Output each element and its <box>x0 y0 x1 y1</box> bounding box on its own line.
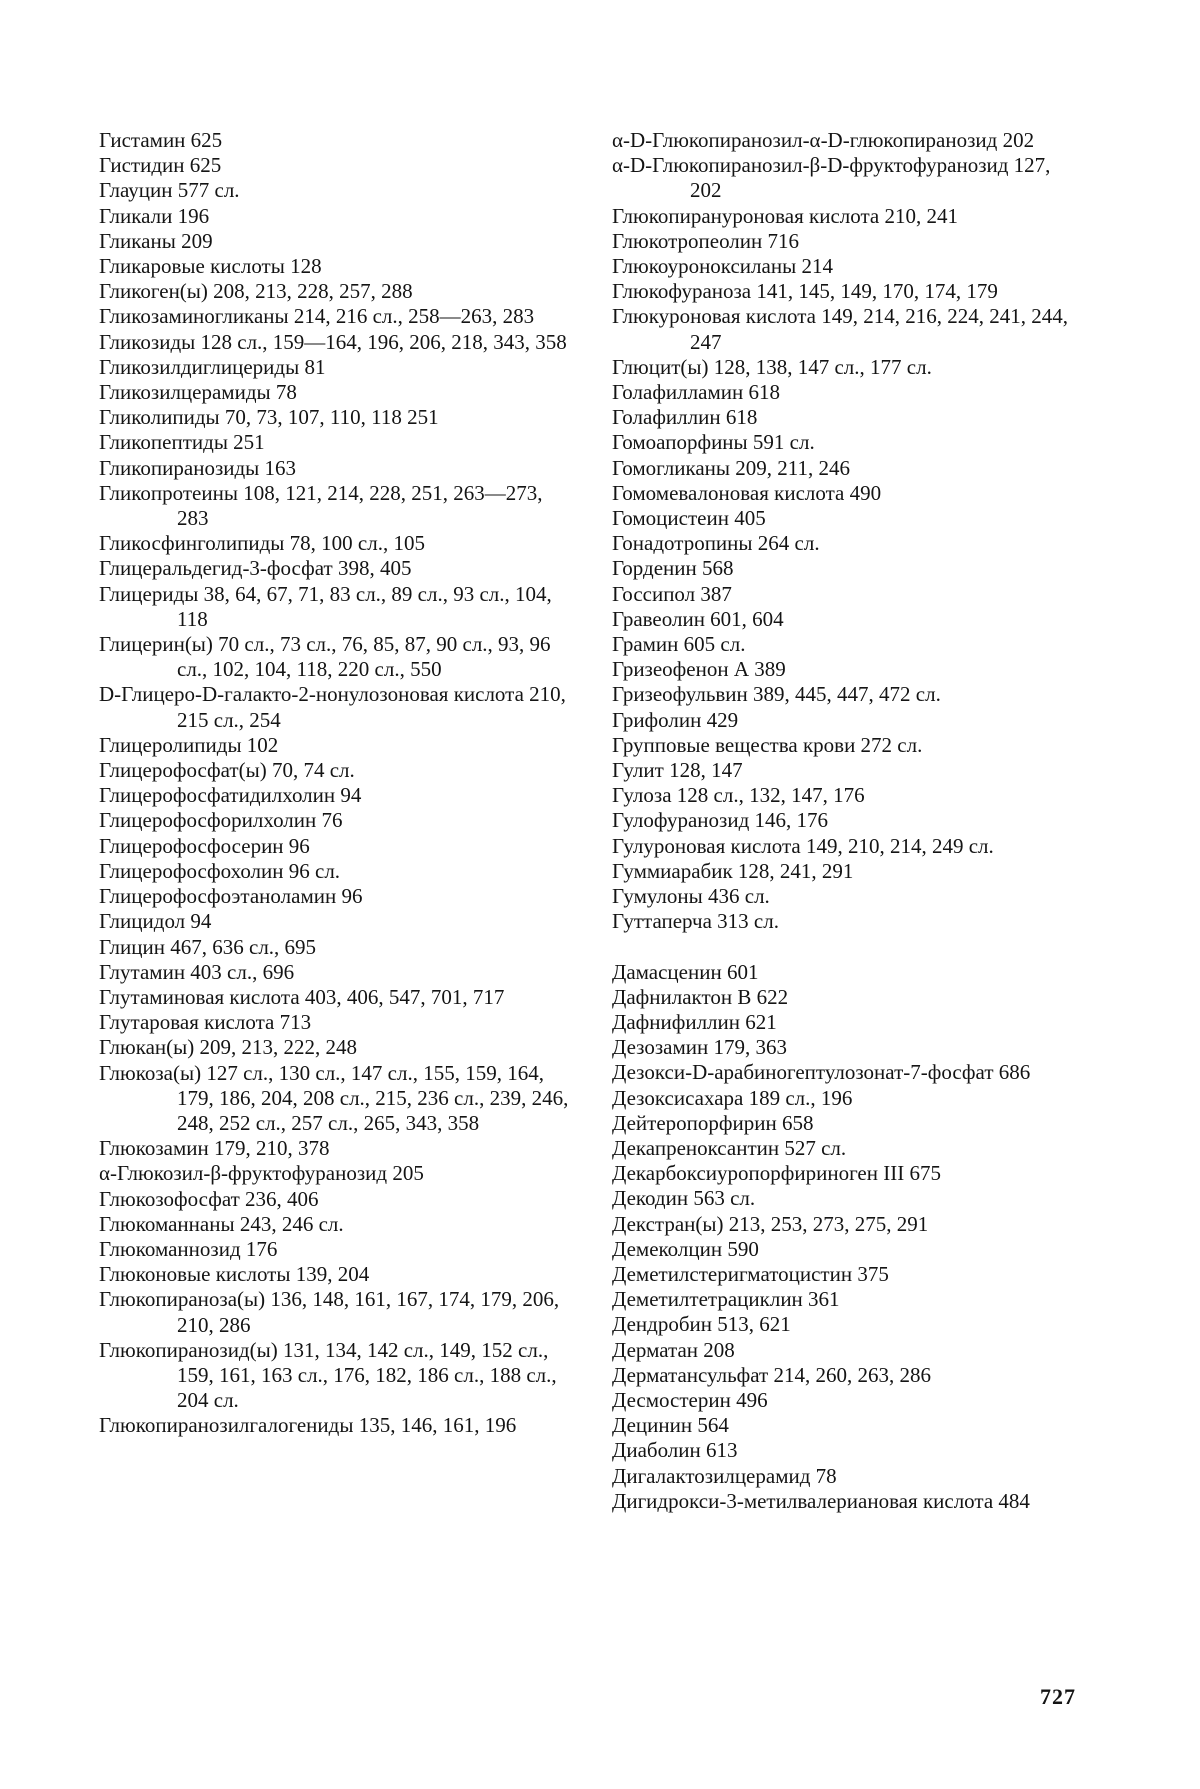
index-entry: Дафнифиллин 621 <box>612 1009 777 1034</box>
index-entry: Гликаровые кислоты 128 <box>99 254 322 279</box>
index-entry: Глюкопиранозид(ы) 131, 134, 142 сл., 149, 152 сл., 159, 161, 163 сл., 176, 182, 186 сл., 188 сл., 204 сл. <box>99 1337 557 1413</box>
index-entry: Дамасценин 601 <box>612 959 759 984</box>
index-entry: Гулуроновая кислота 149, 210, 214, 249 сл. <box>612 833 994 858</box>
index-entry: Глицин 467, 636 сл., 695 <box>99 934 317 959</box>
index-entry: Гомоцистеин 405 <box>612 506 766 531</box>
index-entry: Гуммиарабик 128, 241, 291 <box>612 858 854 883</box>
index-entry: D-Глицеро-D-галакто-2-нонулозоновая кислота 210, 215 сл., 254 <box>99 682 566 732</box>
index-entry: Гликопиранозиды 163 <box>99 455 297 480</box>
index-entry: Глицерофосфоэтаноламин 96 <box>99 884 363 909</box>
index-entry: Горденин 568 <box>612 556 734 581</box>
index-entry: Глицериды 38, 64, 67, 71, 83 сл., 89 сл., 93 сл., 104, 118 <box>99 581 552 631</box>
index-entry: Глюкоза(ы) 127 сл., 130 сл., 147 сл., 155, 159, 164, 179, 186, 204, 208 сл., 215, 236 сл., 239, 246, 248, 252 сл., 257 сл., 265, 343, 358 <box>99 1060 569 1135</box>
index-entry: α-D-Глюкопиранозил-α-D-глюкопиранозид 202 <box>612 128 1035 152</box>
index-entry: Глицерин(ы) 70 сл., 73 сл., 76, 85, 87, 90 сл., 93, 96 сл., 102, 104, 118, 220 сл., 550 <box>99 632 551 682</box>
index-entry: Гликопептиды 251 <box>99 430 265 455</box>
index-entry: Гликали 196 <box>99 203 210 228</box>
index-entry: Декапренoксантин 527 сл. <box>612 1135 847 1160</box>
index-entry: Гликозиды 128 сл., 159—164, 196, 206, 218, 343, 358 <box>99 329 567 354</box>
index-entry: Гонадотропины 264 сл. <box>612 531 820 556</box>
index-entry: Гликолипиды 70, 73, 107, 110, 118 251 <box>99 405 439 430</box>
index-entry: Дейтеропорфирин 658 <box>612 1110 814 1135</box>
right-index-column <box>612 128 1084 1514</box>
index-entry: Глицерофосфосерин 96 <box>99 833 310 858</box>
index-entry: Дезоксисахара 189 сл., 196 <box>612 1085 853 1110</box>
section-gap <box>612 935 1084 960</box>
index-entry: Глицидол 94 <box>99 909 212 934</box>
index-entry: Глицеральдегид-3-фосфат 398, 405 <box>99 556 412 581</box>
index-entry: Дерматан 208 <box>612 1337 735 1362</box>
index-entry: Дафнилактон В 622 <box>612 984 789 1009</box>
index-entry: Дерматансульфат 214, 260, 263, 286 <box>612 1362 931 1387</box>
index-entry: Глицерофосфорилхолин 76 <box>99 808 343 833</box>
index-entry: Глицеролипиды 102 <box>99 732 279 757</box>
index-entry: Гликозаминогликаны 214, 216 сл., 258—263, 283 <box>99 304 535 329</box>
index-entry: Глюкан(ы) 209, 213, 222, 248 <box>99 1035 358 1060</box>
index-entry: Голафилламин 618 <box>612 380 780 405</box>
index-entry: Глюкозофосфат 236, 406 <box>99 1186 319 1211</box>
index-entry: Глицерофосфат(ы) 70, 74 сл. <box>99 758 355 783</box>
index-entry: Глюконовые кислоты 139, 204 <box>99 1262 370 1287</box>
index-entry: Гликаны 209 <box>99 228 213 253</box>
index-entry: Дезозамин 179, 363 <box>612 1035 787 1060</box>
index-entry: Десмостерин 496 <box>612 1387 768 1412</box>
index-entry: Гликозилдиглицериды 81 <box>99 354 326 379</box>
index-entry: α-Глюкозил-β-фруктофуранозид 205 <box>99 1161 424 1186</box>
index-entry: Глутаминовая кислота 403, 406, 547, 701, 717 <box>99 984 505 1009</box>
index-entry: Гризеофенон А 389 <box>612 657 786 682</box>
index-entry: Гулоза 128 сл., 132, 147, 176 <box>612 783 865 808</box>
index-entry: Гумулоны 436 сл. <box>612 884 770 909</box>
index-entry: Гулофуранозид 146, 176 <box>612 808 829 833</box>
index-entry: Гликосфинголипиды 78, 100 сл., 105 <box>99 531 425 556</box>
index-entry: Глюкопиранозилгалогениды 135, 146, 161, 196 <box>99 1413 517 1438</box>
index-entry: α-D-Глюкопиранозил-β-D-фруктофуранозид 127, 202 <box>612 153 1051 203</box>
index-entry: Дигалактозилцерамид 78 <box>612 1463 837 1488</box>
index-entry: Глицерофосфатидилхолин 94 <box>99 783 362 808</box>
index-entry: Глюцит(ы) 128, 138, 147 сл., 177 сл. <box>612 354 932 379</box>
index-entry: Декодин 563 сл. <box>612 1186 756 1211</box>
index-entry: Гомогликаны 209, 211, 246 <box>612 455 850 480</box>
index-entry: Децинин 564 <box>612 1413 729 1438</box>
left-index-column <box>99 128 569 1439</box>
index-entry: Групповые вещества крови 272 сл. <box>612 732 923 757</box>
index-entry: Демеколцин 590 <box>612 1236 759 1261</box>
index-entry: Глюкопирануроновая кислота 210, 241 <box>612 203 958 228</box>
index-entry: Глюкоуроноксиланы 214 <box>612 254 833 279</box>
index-entry: Диаболин 613 <box>612 1438 738 1463</box>
index-entry: Гомоапорфины 591 сл. <box>612 430 815 455</box>
index-entry: Глюкотропеолин 716 <box>612 228 800 253</box>
index-entry: Деметилтетрациклин 361 <box>612 1287 840 1312</box>
index-entry: Дигидрокси-3-метилвалериановая кислота 484 <box>612 1488 1030 1513</box>
index-entry: Госсипол 387 <box>612 581 732 606</box>
index-entry: Глюкоманнаны 243, 246 сл. <box>99 1211 344 1236</box>
index-entry: Глутамин 403 сл., 696 <box>99 959 295 984</box>
index-entry: Декарбоксиуропорфириноген III 675 <box>612 1161 941 1186</box>
index-entry: Глюкофураноза 141, 145, 149, 170, 174, 179 <box>612 279 998 304</box>
index-entry: Дезокси-D-арабиногептулозонат-7-фосфат 686 <box>612 1060 1031 1085</box>
index-entry: Деметилстеригматоцистин 375 <box>612 1261 889 1286</box>
index-entry: Гистидин 625 <box>99 153 222 178</box>
index-entry: Голафиллин 618 <box>612 405 758 430</box>
index-entry: Глюкоманнозид 176 <box>99 1236 278 1261</box>
index-entry: Гулит 128, 147 <box>612 758 743 783</box>
index-entry: Глюкуроновая кислота 149, 214, 216, 224, 241, 244, 247 <box>612 304 1068 354</box>
index-entry: Гравеолин 601, 604 <box>612 606 784 631</box>
index-entry: Гризеофульвин 389, 445, 447, 472 сл. <box>612 682 941 707</box>
index-entry: Глицерофосфохолин 96 сл. <box>99 858 341 883</box>
index-entry: Глюкозамин 179, 210, 378 <box>99 1136 330 1161</box>
index-entry: Гомомевалоновая кислота 490 <box>612 480 882 505</box>
index-entry: Гликопротеины 108, 121, 214, 228, 251, 263—273, 283 <box>99 480 543 531</box>
index-entry: Глюкопираноза(ы) 136, 148, 161, 167, 174, 179, 206, 210, 286 <box>99 1287 560 1337</box>
index-entry: Грамин 605 сл. <box>612 632 746 657</box>
index-entry: Грифолин 429 <box>612 707 739 732</box>
index-entry: Глутаровая кислота 713 <box>99 1010 312 1035</box>
index-entry: Глауцин 577 сл. <box>99 178 240 203</box>
index-entry: Гуттаперча 313 сл. <box>612 909 779 934</box>
index-entry: Дендробин 513, 621 <box>612 1312 791 1337</box>
page-number: 727 <box>1040 1684 1076 1709</box>
index-entry: Гликозилцерамиды 78 <box>99 380 297 405</box>
index-entry: Декстран(ы) 213, 253, 273, 275, 291 <box>612 1211 929 1236</box>
index-entry: Гистамин 625 <box>99 128 223 152</box>
index-entry: Гликоген(ы) 208, 213, 228, 257, 288 <box>99 279 413 304</box>
